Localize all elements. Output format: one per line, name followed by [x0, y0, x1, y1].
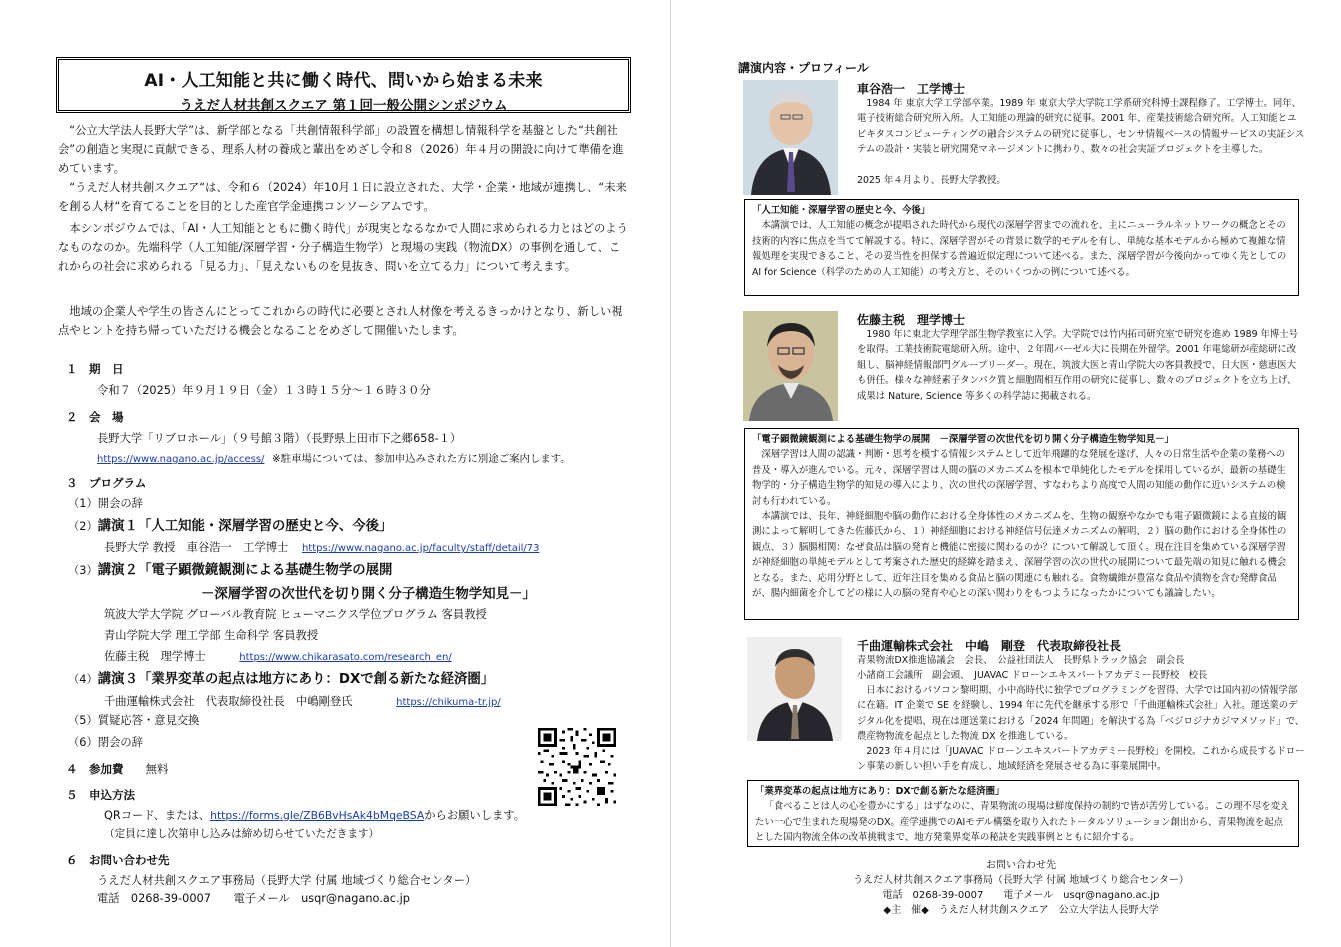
speaker-1-bio: 1984 年 東京大学工学部卒業。1989 年 東京大学大学院工学系研究科博士課程修了。工学博士。同年、電子技術総合研究所入所。人工知能の理論的研究に従事。2001 年、産業技術総合研究所。人工知能とユビキタスコンピューティングの融合システムの研究に従事し、センサ情報ベースの情報サービスの実証システムの設計・実装と研究開発マネージメントに携わり、数々の社会実証プロジェクトを主導した。 — [857, 98, 1305, 156]
speaker-3-bio: 日本におけるパソコン黎明期、小中高時代に独学でプログラミングを習得、大学では国内初の情報学部に在籍。IT 企業で SE を経験し、1994 年に先代を継承する形で「千曲運輸株式会社」入社。運送業のデジタル化を提唱、現在は運送業における「2024 年問題」を解決する為「ベジロジナカジマメソッド」で、農産物物流を起点とした物流 DX を推進している。 — [857, 685, 1305, 743]
page-title: AI・人工知能と共に働く時代、問いから始まる未来 — [144, 71, 543, 91]
program-lecture-2 — [68, 559, 392, 578]
intro-paragraph-4: 地域の企業人や学生の皆さんにとってこれからの時代に必要とされ人材像を考えるきっかけとなり、新しい視点やヒントを持ち帰っていただける機会となることをめざして開催いたします。 — [58, 305, 623, 337]
lecture-3-abstract-body: 「食べることは人の心を豊かにする」はずなのに、青果物流の現場は鮮度保持の制約で皆が苦労している。この理不尽を変えたい一心で生まれた現場発のDX。産学連携でのAIモデル構築を取り入れたトータルソリューション創出から、青果物流を起点とした国内物流全体の改革挑戦まで、地方発業界変革の秘訣を実践事例とともに紹介する。 — [755, 801, 1290, 844]
fee-value: 無料 — [145, 762, 169, 776]
lecture-2-abstract-body-1: 深層学習は人間の認識・判断・思考を模する情報システムとして近年飛躍的な発展を遂げ、人々の日常生活や企業の業務への普及・導入が進んでいる。元々、深層学習は人間の脳のメカニズムを根本で単純化したモデルを採用しているが、最新の基礎生物学的・分子構造生物学的知見の導入により、次の世代の深層学習、すなわちより高度で人間の知能の動作に近いシステムの検討も行われている。 — [752, 449, 1286, 507]
program-number-4: （4） — [68, 673, 98, 686]
speaker-1-photo — [743, 80, 838, 195]
contact-phone-email: 電話 0268-39-0007 電子メール usqr@nagano.ac.jp — [97, 892, 410, 905]
page-subtitle: うえだ人材共創スクエア 第１回一般公開シンポジウム — [179, 98, 508, 114]
program-lecture-1 — [68, 515, 392, 534]
apply-heading: ５ 申込方法 — [66, 788, 135, 802]
speaker-1-bio-2: 2025 年４月より、長野大学教授。 — [857, 175, 1006, 186]
speaker-2-photo — [743, 311, 838, 421]
speaker-3-bio-2: 2023 年４月には「JUAVAC ドローンエキスパートアカデミー長野校」を開校。これから成長するドローン事業の新しい担い手を育成し、地域経済を発展させる為に事業展開中。 — [857, 746, 1305, 773]
lecture-2-abstract-title: 「電子顕微鏡観測による基礎生物学の展開 －深層学習の次世代を切り開く分子構造生物学知見－」 — [752, 434, 1174, 445]
speaker-3-roles-2: 小諸商工会議所 副会頭、 JUAVAC ドローンエキスパートアカデミー長野校 校長 — [857, 670, 1208, 681]
venue-link[interactable]: https://www.nagano.ac.jp/access/ — [97, 454, 265, 465]
lecture-2-abstract-box — [744, 428, 1299, 620]
lecture-1-abstract-body: 本講演では、人工知能の概念が提唱された時代から現代の深層学習までの流れを、主にニューラルネットワークの概念とその技術的内容に焦点を当てて解説する。特に、深層学習がその背景に数学的モデルを有し、単純な基本モデルから極めて複雑な情報処理を実現できること、その妥当性を担保する普遍近似定理について述べる。また、深層学習が今後向かってゆく先としての AI for Science（科学のための人工知能）の考え方と、そのいくつかの例について述べる。 — [752, 220, 1287, 278]
speaker-1-name: 車谷浩一 工学博士 — [857, 82, 966, 96]
lecture-3-link[interactable]: https://chikuma-tr.jp/ — [396, 697, 501, 708]
intro-paragraph-1: “公立大学法人長野大学”は、新学部となる「共創情報科学部」の設置を構想し情報科学を基盤とした“共創社会”の創造と実現に貢献できる、理系人材の養成と輩出をめざし令和８（2026）年４月の開設に向けて準備を進めています。 — [58, 124, 624, 175]
apply-note: （定員に達し次第申し込みは締め切らせていただきます） — [104, 828, 380, 840]
venue-heading: ２ 会 場 — [66, 410, 124, 424]
lecture-1-abstract-title: 「人工知能・深層学習の歴史と今、今後」 — [752, 205, 931, 216]
fee-heading: ４ 参加費 — [66, 762, 124, 776]
lecture-2-abstract-body-2: 本講演では、長年、神経細胞や脳の動作における全身体性のメカニズムを、生物の観察やなかでも電子顕微鏡による直接的観測によって解明してきた佐藤氏から、１）神経細胞における神経信号伝達メカニズムの解明、２）脳の動作における全身体性の観点、３）脳腸相関：なぜ食品は脳の発育と機能に密接に関わるのか？について解説して頂く。現在注目を集めている深層学習が神経細胞の単純モデルとして考案された歴史的経緯を踏まえ、深層学習の次の世代の展開について最先端の知見に触れる機会となる。また、応用分野として、近年注目を集める食品と脳の関連にも触れる。食物繊維が豊富な食品や漬物を含む発酵食品が、腸内細菌を介してどの様に人の脳の発育や心との深い関わりをもつようになったかについても議論したい。 — [752, 511, 1287, 600]
intro-paragraph-3: 本シンポジウムでは、「AI・人工知能とともに働く時代」が現実となるなかで人間に求められる力とはどのようなものなのか。先端科学（人工知能/深層学習・分子構造生物学）と現場の実践（物流DX）の事例を通して、これからの社会に求められる「見る力」、「見えないものを見抜き、問いを立てる力」について考えます。 — [58, 222, 628, 273]
program-heading: ３ プログラム — [66, 476, 147, 490]
apply-form-link[interactable]: https://forms.gle/ZB6BvHsAk4bMqeBSA — [210, 809, 425, 822]
apply-row — [104, 807, 525, 823]
title-box — [56, 57, 631, 113]
lecture-1-title: 講演１「人工知能・深層学習の歴史と今、今後」 — [97, 519, 393, 534]
lecture-3-speaker-row — [104, 693, 501, 709]
footer-organization: うえだ人材共創スクエア事務局（長野大学 付属 地域づくり総合センター） — [853, 875, 1189, 886]
speaker-3-roles-1: 青果物流DX推進協議会 会長、 公益社団法人 長野県トラック協会 副会長 — [857, 655, 1185, 666]
program-lecture-3 — [68, 668, 494, 687]
lecture-3-abstract-box — [747, 780, 1299, 847]
lecture-1-speaker-row — [104, 539, 539, 555]
footer-organizer: ◆主 催◆ うえだ人材共創スクエア 公立大学法人長野大学 — [883, 905, 1159, 916]
speaker-3-photo — [747, 637, 842, 741]
speaker-2-bio: 1980 年に東北大学理学部生物学教室に入学。大学院では竹内拓司研究室で研究を進め 1989 年博士号を取得。工業技術院電総研入所。途中、２年間バーゼル大に長期在外留学。2001 年電総研が産総研に改組し、脳神経情報部門グループリーダー。現在、筑波大医と青山学院大の客員教授で、日大医・慈恵医大も併任。様々な神経素子タンパク質と細胞間相互作用の研究に従事し、数々のプロジェクトを立ち上げ、成果は Nature, Science 等多くの科学誌に掲載される。 — [857, 329, 1299, 402]
date-heading: １ 期 日 — [66, 362, 124, 376]
lecture-1-speaker: 長野大学 教授 車谷浩一 工学博士 — [104, 541, 289, 554]
lecture-2-speaker: 佐藤主税 理学博士 — [104, 650, 206, 663]
program-number-3: （3） — [68, 564, 98, 577]
profile-section-heading: 講演内容・プロフィール — [738, 61, 869, 75]
lecture-3-title: 講演３「業界変革の起点は地方にあり：DXで創る新たな経済圏」 — [97, 672, 495, 687]
lecture-2-affiliation-1: 筑波大学大学院 グローバル教育院 ヒューマニクス学位プログラム 客員教授 — [104, 608, 487, 621]
lecture-3-speaker: 千曲運輸株式会社 代表取締役社長 中嶋剛登氏 — [104, 695, 353, 708]
venue-row — [97, 450, 571, 465]
venue-text: 長野大学「リブロホール」（９号館３階）（長野県上田市下之郷658-１） — [97, 432, 462, 445]
right-footer — [771, 858, 1271, 918]
event-date: 令和７（2025）年９月１９日（金）１３時１５分～１６時３０分 — [97, 384, 431, 397]
intro-paragraph-2: “うえだ人材共創スクエア“は、令和６（2024）年10月１日に設立された、大学・企業・地域が連携し、“未来を創る人材“を育てることを目的とした産官学金連携コンソーシアムです。 — [58, 181, 627, 213]
lecture-3-abstract-title: 「業界変革の起点は地方にあり：DXで創る新たな経済圏」 — [755, 786, 1005, 797]
lecture-1-link[interactable]: https://www.nagano.ac.jp/faculty/staff/detail/73 — [301, 543, 540, 554]
speaker-2-name: 佐藤主税 理学博士 — [857, 313, 966, 327]
program-qa: （5）質疑応答・意見交換 — [68, 714, 200, 727]
program-number-2: （2） — [68, 520, 98, 533]
right-page — [671, 0, 1341, 947]
parking-note: ※駐車場については、参加申込みされた方に別途ご案内します。 — [272, 453, 571, 465]
contact-heading: ６ お問い合わせ先 — [66, 853, 170, 867]
contact-organization: うえだ人材共創スクエア事務局（長野大学 付属 地域づくり総合センター） — [97, 874, 477, 887]
speaker-3-name: 千曲運輸株式会社 中嶋 剛登 代表取締役社長 — [857, 639, 1122, 653]
qr-code[interactable] — [538, 728, 616, 806]
program-closing: （6）閉会の辞 — [68, 736, 143, 749]
apply-text-pre: QRコード、または、 — [104, 809, 211, 822]
footer-phone-email: 電話 0268-39-0007 電子メール usqr@nagano.ac.jp — [882, 890, 1160, 901]
lecture-2-affiliation-2: 青山学院大学 理工学部 生命科学 客員教授 — [104, 629, 319, 642]
program-opening: （1）開会の辞 — [68, 497, 143, 510]
left-page — [0, 0, 669, 947]
lecture-2-title: 講演２「電子顕微鏡観測による基礎生物学の展開 — [97, 563, 393, 578]
fee-row — [66, 761, 169, 777]
apply-text-post: からお願いします。 — [424, 809, 525, 822]
lecture-2-speaker-row — [104, 648, 452, 664]
lecture-1-abstract-box — [744, 199, 1299, 296]
lecture-2-link[interactable]: https://www.chikarasato.com/research_en/ — [239, 652, 452, 663]
footer-contact-title: お問い合わせ先 — [986, 860, 1056, 871]
lecture-2-subtitle: －深層学習の次世代を切り開く分子構造生物学知見－」 — [201, 587, 536, 602]
